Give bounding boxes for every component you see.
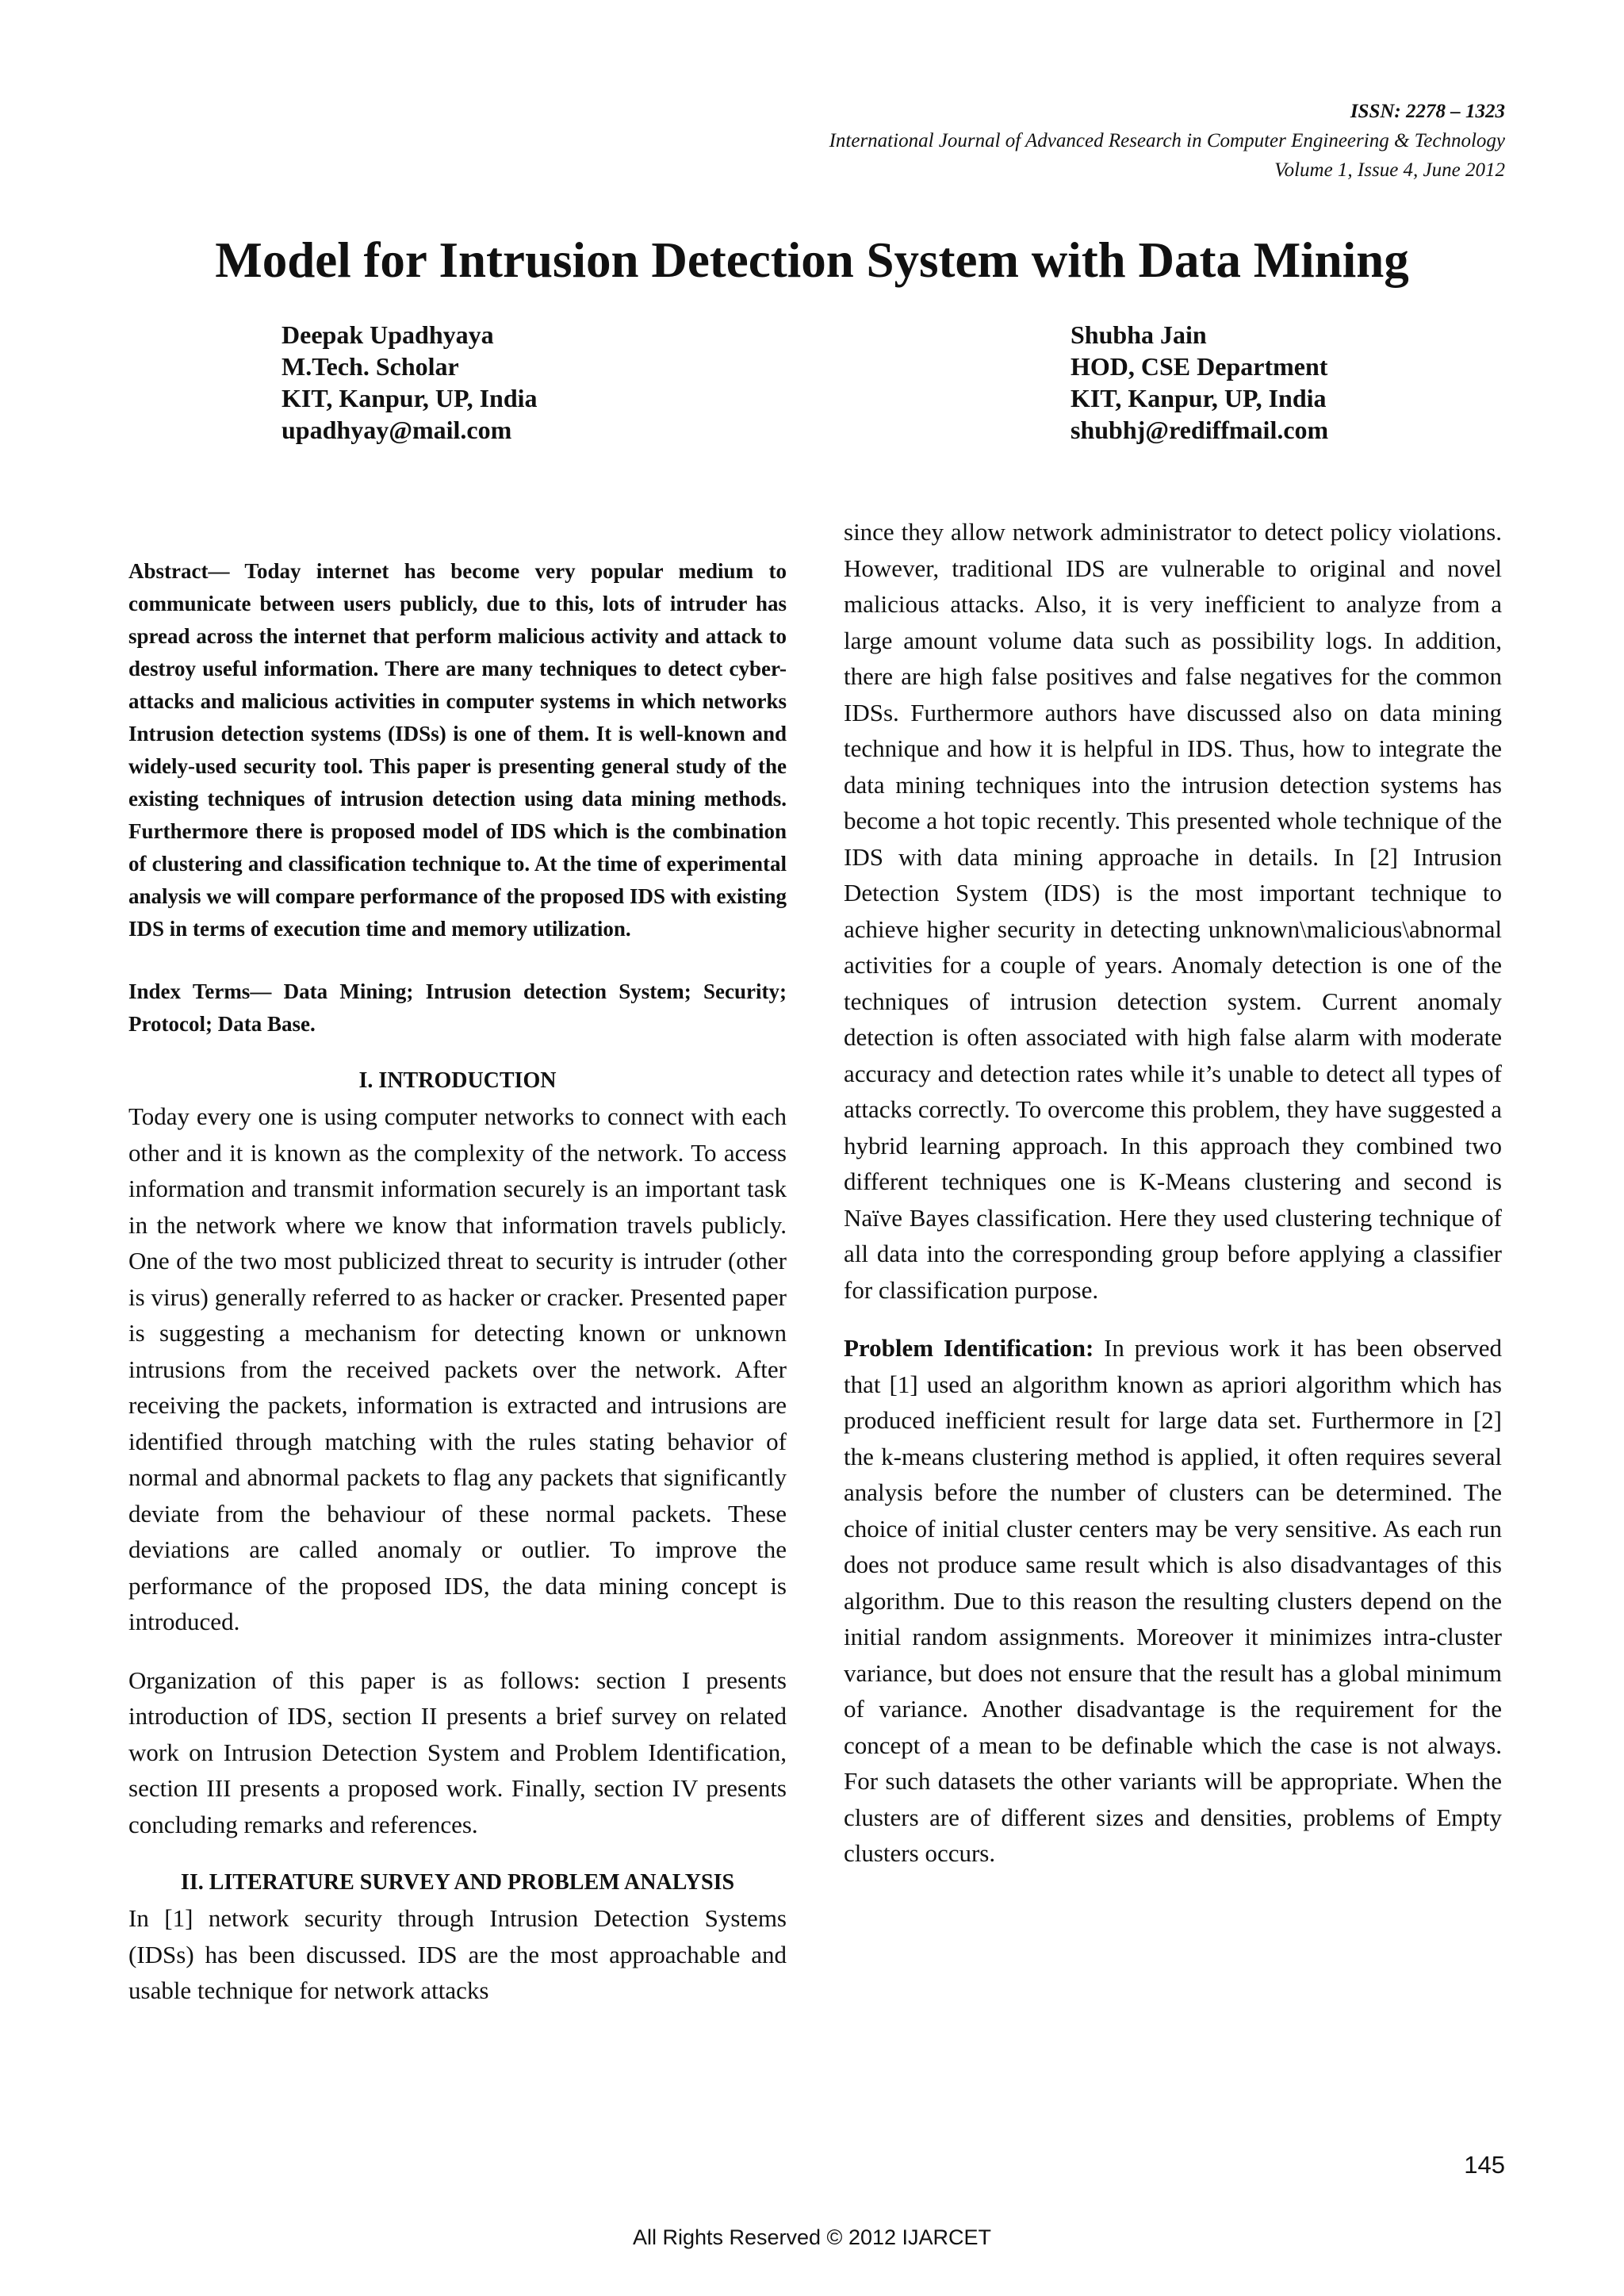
intro-paragraph-1: Today every one is using computer networks to connect with each other and it is known as the complexity of the network. To access information and transmit information securely is an important task in the network where we know that information travels publicly. One of the two most publicized threat to security is intruder (other is virus) generally referred to as hacker or cracker. Presented paper is suggesting a mechanism for detecting known or unknown intrusions from the received packets over the network. After receiving the packets, information is extracted and intrusions are identified through matching with the rules stating behavior of normal and abnormal packets to flag any packets that significantly deviate from the behaviour of these normal packets. These deviations are called anomaly or outlier. To improve the performance of the proposed IDS, the data mining concept is introduced. [128, 1102, 787, 1635]
journal-name: International Journal of Advanced Research in Computer Engineering & Technology [829, 130, 1505, 151]
problem-identification-lead: Problem Identification: [844, 1334, 1094, 1362]
author-role: HOD, CSE Department [1071, 352, 1328, 381]
author-affiliation: KIT, Kanpur, UP, India [1071, 384, 1327, 412]
copyright-footer: All Rights Reserved © 2012 IJARCET [632, 2225, 992, 2249]
problem-identification-text: In previous work it has been observed that [1] used an algorithm known as apriori algorithm which has produced inefficient result for large data set. Furthermore in [2] the k-means clustering method is applied, it often requires several analysis before the number of clusters can be determined. The choice of initial cluster centers may be very sensitive. As each run does not produce same result which is also disadvantages of this algorithm. Due to this reason the resulting clusters depend on the initial random assignments. Moreover it minimizes intra-cluster variance, but does not ensure that the result has a global minimum of variance. Another disadvantage is the requirement for the concept of a mean to be definable which the case is not always. For such datasets the other variants will be appropriate. When the clusters are of different sizes and densities, problems of Empty clusters occurs. [844, 1334, 1502, 1867]
literature-paragraph-1: In [1] network security through Intrusion Detection Systems (IDSs) has been discussed. IDS are the most approachable and usable technique for network attacks [128, 1904, 787, 2004]
right-column [844, 514, 1502, 1872]
page-number: 145 [1464, 2151, 1505, 2179]
author-email: upadhyay@mail.com [282, 416, 512, 444]
abstract: Abstract— Today internet has become very popular medium to communicate between users publicly, due to this, lots of intruder has spread across the internet that perform malicious activity and attack to destroy useful information. There are many techniques to detect cyber-attacks and malicious activities in computer systems in which networks Intrusion detection systems (IDSs) is one of them. It is well-known and widely-used security tool. This paper is presenting general study of the existing techniques of intrusion detection using data mining methods. Furthermore there is proposed model of IDS which is the combination of clustering and classification technique to. At the time of experimental analysis we will compare performance of the proposed IDS with existing IDS in terms of execution time and memory utilization. [128, 559, 787, 941]
author-block-2 [1071, 319, 1328, 446]
section-heading-introduction: I. INTRODUCTION [358, 1068, 557, 1093]
author-block-1 [282, 319, 538, 446]
author-email: shubhj@rediffmail.com [1071, 416, 1329, 444]
author-affiliation: KIT, Kanpur, UP, India [282, 384, 538, 412]
literature-paragraph-1-continued: since they allow network administrator to detect policy violations. However, traditional IDS are vulnerable to original and novel malicious attacks. Also, it is very inefficient to analyze from a large amount volume data such as possibility logs. In addition, there are high false positives and false negatives for the common IDSs. Furthermore authors have discussed also on data mining technique and how it is helpful in IDS. Thus, how to integrate the data mining techniques into the intrusion detection systems has become a hot topic recently. This presented whole technique of the IDS with data mining approache in details. In [2] Intrusion Detection System (IDS) is the most important technique to achieve higher security in detecting unknown\malicious\abnormal activities for a couple of years. Anomaly detection is one of the techniques of intrusion detection system. Current anomaly detection is often associated with high false alarm with moderate accuracy and detection rates while it’s unable to detect all types of attacks correctly. To overcome this problem, they have suggested a hybrid learning approach. In this approach they combined two different techniques one is K-Means clustering and second is Naïve Bayes classification. Here they used clustering technique of all data into the corresponding group before applying a classifier for classification purpose. [844, 518, 1502, 1304]
paper-title: Model for Intrusion Detection System with Data Mining [215, 232, 1409, 288]
intro-paragraph-2: Organization of this paper is as follows: section I presents introduction of IDS, section II presents a brief survey on related work on Intrusion Detection System and Problem Identification, section III presents a proposed work. Finally, section IV presents concluding remarks and references. [128, 1665, 787, 1838]
journal-header [829, 97, 1505, 185]
volume-issue: Volume 1, Issue 4, June 2012 [1274, 159, 1505, 181]
section-heading-literature-survey: II. LITERATURE SURVEY AND PROBLEM ANALYSIS [180, 1870, 735, 1895]
author-role: M.Tech. Scholar [282, 352, 459, 381]
author-name: Shubha Jain [1071, 320, 1207, 349]
left-column [128, 555, 787, 2009]
problem-identification-paragraph [844, 1330, 1502, 1872]
index-terms: Index Terms— Data Mining; Intrusion detection System; Security; Protocol; Data Base. [128, 979, 787, 1036]
issn: ISSN: 2278 – 1323 [1350, 101, 1505, 122]
author-name: Deepak Upadhyaya [282, 320, 494, 349]
